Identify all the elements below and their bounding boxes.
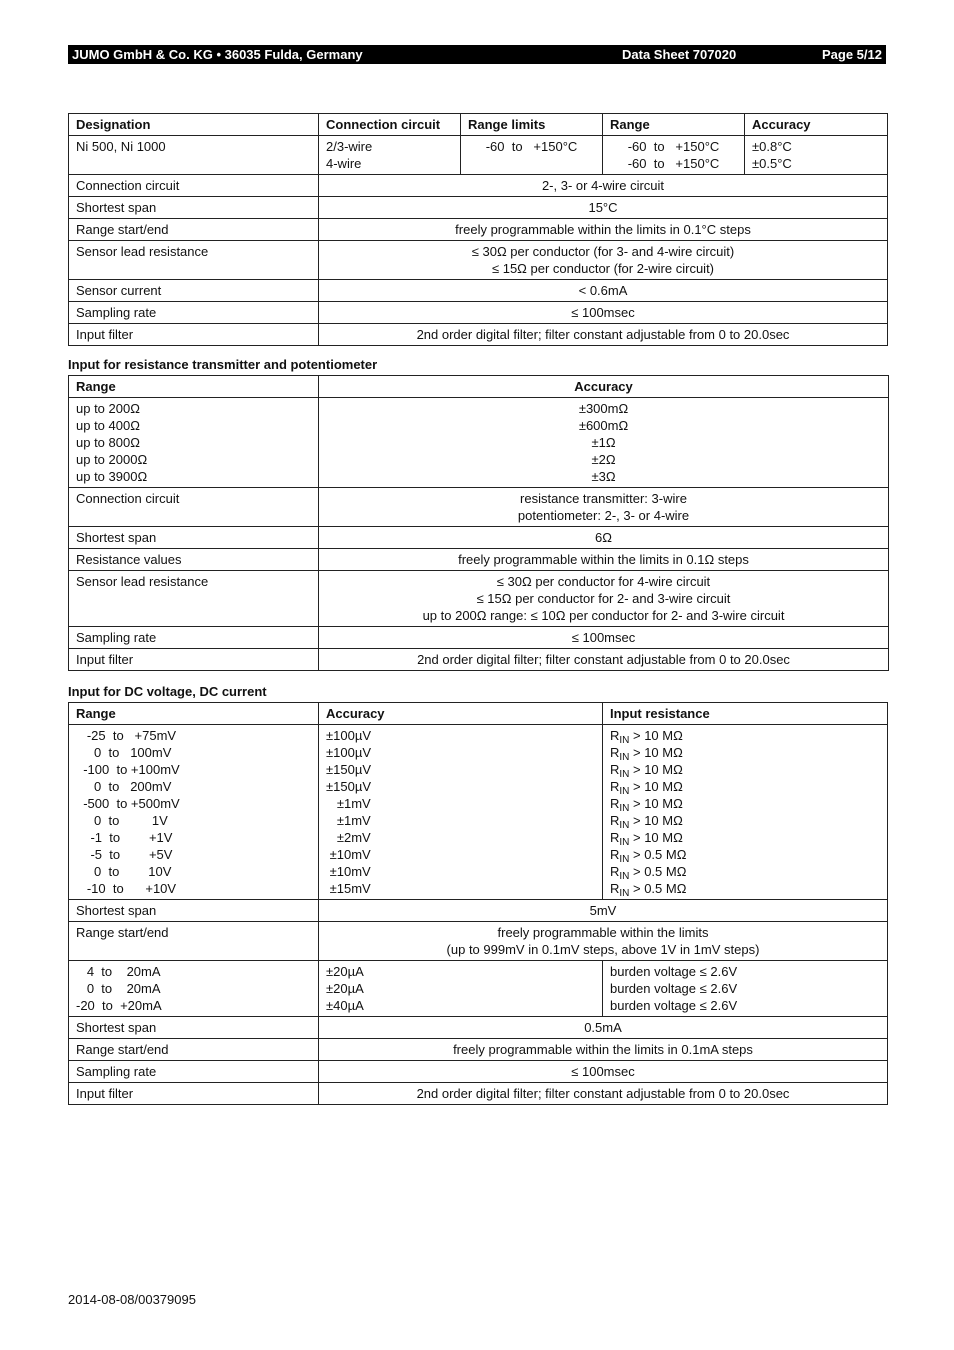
table-row xyxy=(69,900,888,922)
table-row xyxy=(69,136,888,175)
input-resistance-value xyxy=(610,880,880,897)
col-header-range: Range xyxy=(69,376,319,398)
row-value: ≤ 30Ω per conductor for 4-wire circuit ≤ 15Ω per conductor for 2- and 3-wire circuit up to 200Ω range: ≤ 10Ω per conductor for 2- and 3-wire circuit xyxy=(319,571,889,627)
table-row xyxy=(69,241,888,280)
table-row xyxy=(69,725,888,900)
row-value: freely programmable within the limits in 0.1Ω steps xyxy=(319,549,889,571)
table-header-row xyxy=(69,703,888,725)
row-label: Shortest span xyxy=(69,1017,319,1039)
input-resistance-value xyxy=(610,727,880,744)
rin-symbol: R xyxy=(610,847,620,862)
rin-value: > 10 MΩ xyxy=(629,830,683,845)
row-label: Sensor lead resistance xyxy=(69,571,319,627)
row-label: Input filter xyxy=(69,324,319,346)
cell-input-resistance-list xyxy=(603,725,888,900)
rin-value: > 0.5 MΩ xyxy=(629,864,687,879)
row-value: ≤ 100msec xyxy=(319,1061,888,1083)
section-title-dc: Input for DC voltage, DC current xyxy=(68,684,267,699)
row-label: Resistance values xyxy=(69,549,319,571)
table-row xyxy=(69,1061,888,1083)
table-row xyxy=(69,219,888,241)
rin-subscript: IN xyxy=(619,803,630,814)
input-resistance-value xyxy=(610,778,880,795)
table-header-row xyxy=(69,376,889,398)
rin-subscript: IN xyxy=(619,837,630,848)
rin-subscript: IN xyxy=(619,752,630,763)
row-label: Shortest span xyxy=(69,900,319,922)
rin-value: > 0.5 MΩ xyxy=(629,847,687,862)
input-resistance-value xyxy=(610,744,880,761)
rin-symbol: R xyxy=(610,813,620,828)
rin-subscript: IN xyxy=(619,871,630,882)
cell-burden-voltage: burden voltage ≤ 2.6V burden voltage ≤ 2.6V burden voltage ≤ 2.6V xyxy=(603,961,888,1017)
cell-range-list: up to 200Ω up to 400Ω up to 800Ω up to 2000Ω up to 3900Ω xyxy=(69,398,319,488)
rin-value: > 10 MΩ xyxy=(629,728,683,743)
row-label: Input filter xyxy=(69,649,319,671)
col-header-range: Range xyxy=(69,703,319,725)
rin-symbol: R xyxy=(610,796,620,811)
row-value: resistance transmitter: 3-wire potentiometer: 2-, 3- or 4-wire xyxy=(319,488,889,527)
header-data-sheet: Data Sheet 707020 xyxy=(622,47,737,62)
input-resistance-value xyxy=(610,812,880,829)
rin-subscript: IN xyxy=(619,769,630,780)
row-value: 2nd order digital filter; filter constant adjustable from 0 to 20.0sec xyxy=(319,324,888,346)
col-header-accuracy: Accuracy xyxy=(319,376,889,398)
cell-voltage-accuracy: ±100µV ±100µV ±150µV ±150µV ±1mV ±1mV ±2mV ±10mV ±10mV ±15mV xyxy=(319,725,603,900)
row-value: 5mV xyxy=(319,900,888,922)
table-header-row xyxy=(69,114,888,136)
rin-value: > 10 MΩ xyxy=(629,762,683,777)
table-row xyxy=(69,302,888,324)
cell-voltage-ranges: -25 to +75mV 0 to 100mV -100 to +100mV 0 to 200mV -500 to +500mV 0 to 1V -1 to +1V -5 to +5V 0 to 10V -10 to +10V xyxy=(69,725,319,900)
cell-accuracy: ±0.8°C ±0.5°C xyxy=(745,136,888,175)
cell-range-limits: -60 to +150°C xyxy=(461,136,603,175)
table-row xyxy=(69,280,888,302)
row-label: Sensor current xyxy=(69,280,319,302)
input-resistance-list xyxy=(610,727,880,897)
row-label: Shortest span xyxy=(69,197,319,219)
row-value: ≤ 100msec xyxy=(319,302,888,324)
ni-sensor-table-block xyxy=(68,113,887,346)
row-value: ≤ 100msec xyxy=(319,627,889,649)
input-resistance-value xyxy=(610,761,880,778)
cell-current-accuracy: ±20µA ±20µA ±40µA xyxy=(319,961,603,1017)
row-label: Connection circuit xyxy=(69,488,319,527)
row-label: Range start/end xyxy=(69,219,319,241)
table-row xyxy=(69,175,888,197)
row-label: Sensor lead resistance xyxy=(69,241,319,280)
cell-range: -60 to +150°C -60 to +150°C xyxy=(603,136,745,175)
row-label: Sampling rate xyxy=(69,302,319,324)
header-company: JUMO GmbH & Co. KG • 36035 Fulda, Germany xyxy=(72,47,363,62)
row-label: Input filter xyxy=(69,1083,319,1105)
table-row xyxy=(69,627,889,649)
dc-table xyxy=(68,702,888,1105)
cell-designation: Ni 500, Ni 1000 xyxy=(69,136,319,175)
col-header-designation: Designation xyxy=(69,114,319,136)
rin-subscript: IN xyxy=(619,854,630,865)
rin-symbol: R xyxy=(610,830,620,845)
row-label: Sampling rate xyxy=(69,1061,319,1083)
row-value: freely programmable within the limits in 0.1mA steps xyxy=(319,1039,888,1061)
row-value: freely programmable within the limits in 0.1°C steps xyxy=(319,219,888,241)
rin-subscript: IN xyxy=(619,786,630,797)
rin-value: > 0.5 MΩ xyxy=(629,881,687,896)
row-label: Connection circuit xyxy=(69,175,319,197)
input-resistance-value xyxy=(610,795,880,812)
rin-subscript: IN xyxy=(619,735,630,746)
resistance-table xyxy=(68,375,889,671)
table-row xyxy=(69,571,889,627)
rin-subscript: IN xyxy=(619,888,630,899)
table-row xyxy=(69,488,889,527)
resistance-table-block xyxy=(68,375,888,671)
table-row xyxy=(69,197,888,219)
col-header-accuracy: Accuracy xyxy=(745,114,888,136)
row-value: freely programmable within the limits (up to 999mV in 0.1mV steps, above 1V in 1mV steps) xyxy=(319,922,888,961)
cell-current-ranges: 4 to 20mA 0 to 20mA -20 to +20mA xyxy=(69,961,319,1017)
row-label: Range start/end xyxy=(69,922,319,961)
rin-value: > 10 MΩ xyxy=(629,796,683,811)
footer-document-id: 2014-08-08/00379095 xyxy=(68,1292,196,1307)
row-value: ≤ 30Ω per conductor (for 3- and 4-wire circuit) ≤ 15Ω per conductor (for 2-wire circuit) xyxy=(319,241,888,280)
table-row xyxy=(69,324,888,346)
rin-value: > 10 MΩ xyxy=(629,745,683,760)
row-label: Shortest span xyxy=(69,527,319,549)
table-row xyxy=(69,527,889,549)
table-row xyxy=(69,1039,888,1061)
input-resistance-value xyxy=(610,846,880,863)
table-row xyxy=(69,961,888,1017)
table-row xyxy=(69,1017,888,1039)
table-row xyxy=(69,649,889,671)
table-row xyxy=(69,1083,888,1105)
cell-accuracy-list: ±300mΩ ±600mΩ ±1Ω ±2Ω ±3Ω xyxy=(319,398,889,488)
table-row xyxy=(69,549,889,571)
row-value: 2nd order digital filter; filter constant adjustable from 0 to 20.0sec xyxy=(319,649,889,671)
table-row xyxy=(69,398,889,488)
row-value: 0.5mA xyxy=(319,1017,888,1039)
col-header-accuracy: Accuracy xyxy=(319,703,603,725)
row-value: 2-, 3- or 4-wire circuit xyxy=(319,175,888,197)
row-label: Range start/end xyxy=(69,1039,319,1061)
rin-symbol: R xyxy=(610,881,620,896)
row-label: Sampling rate xyxy=(69,627,319,649)
rin-symbol: R xyxy=(610,779,620,794)
row-value: 15°C xyxy=(319,197,888,219)
rin-subscript: IN xyxy=(619,820,630,831)
rin-symbol: R xyxy=(610,864,620,879)
col-header-range-limits: Range limits xyxy=(461,114,603,136)
table-row xyxy=(69,922,888,961)
section-title-resistance: Input for resistance transmitter and potentiometer xyxy=(68,357,378,372)
row-value: 6Ω xyxy=(319,527,889,549)
rin-value: > 10 MΩ xyxy=(629,813,683,828)
col-header-input-resistance: Input resistance xyxy=(603,703,888,725)
ni-sensor-table xyxy=(68,113,888,346)
col-header-connection: Connection circuit xyxy=(319,114,461,136)
rin-value: > 10 MΩ xyxy=(629,779,683,794)
col-header-range: Range xyxy=(603,114,745,136)
row-value: < 0.6mA xyxy=(319,280,888,302)
row-value: 2nd order digital filter; filter constant adjustable from 0 to 20.0sec xyxy=(319,1083,888,1105)
input-resistance-value xyxy=(610,863,880,880)
dc-table-block xyxy=(68,702,887,1105)
rin-symbol: R xyxy=(610,745,620,760)
cell-connection: 2/3-wire 4-wire xyxy=(319,136,461,175)
rin-symbol: R xyxy=(610,728,620,743)
input-resistance-value xyxy=(610,829,880,846)
header-page-number: Page 5/12 xyxy=(822,47,882,62)
page-header xyxy=(68,45,886,64)
rin-symbol: R xyxy=(610,762,620,777)
